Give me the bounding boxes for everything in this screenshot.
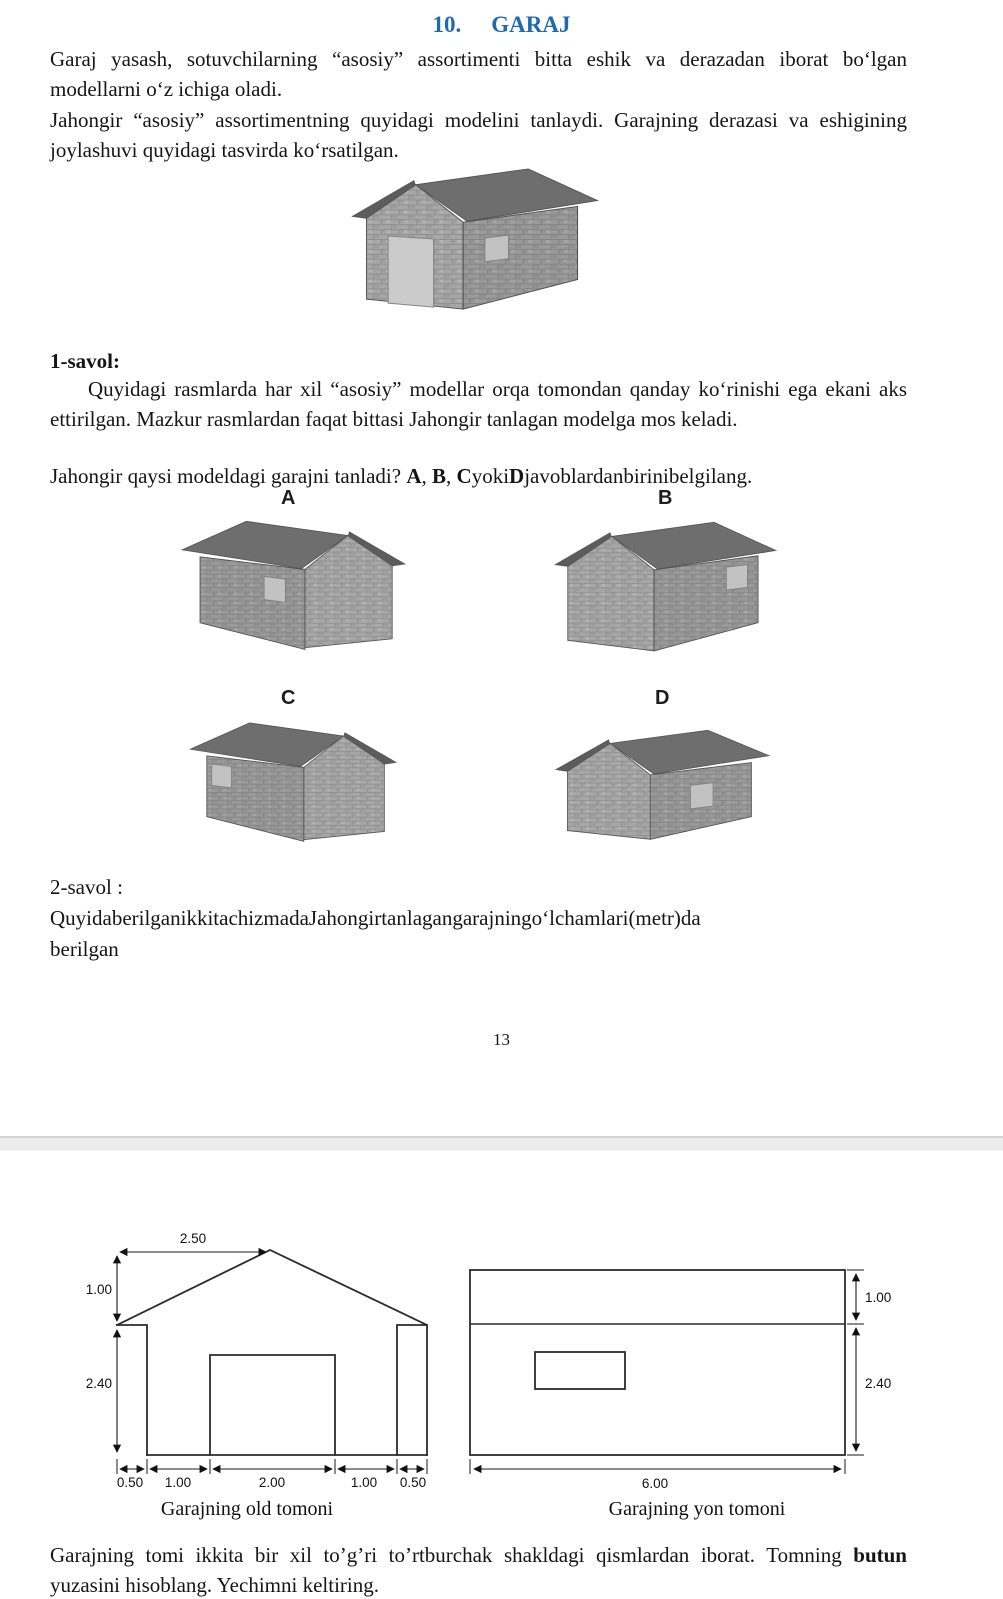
title-number: 10. <box>432 12 462 37</box>
window <box>212 764 232 788</box>
prompt-suffix: javoblardanbirinibelgilang. <box>524 464 753 488</box>
garage-option-a-image <box>155 516 423 661</box>
dim-label-bottom-4: 1.00 <box>350 1475 378 1490</box>
front-door-opening <box>210 1355 335 1455</box>
side-bottom-extensions <box>470 1459 845 1474</box>
title-text: GARAJ <box>491 12 571 37</box>
question1-heading: 1-savol: <box>50 349 120 373</box>
garage-side-wall-shade <box>463 206 577 309</box>
dim-label-roof-height: 1.00 <box>85 1282 112 1297</box>
separator: , <box>421 464 432 488</box>
option-letter-d: D <box>509 464 525 488</box>
dim-label-bottom-1: 0.50 <box>116 1475 144 1490</box>
dim-label-bottom-3: 2.00 <box>258 1475 286 1490</box>
dim-label-side-length: 6.00 <box>641 1476 669 1491</box>
page-divider <box>0 1136 1003 1151</box>
question2-line1: QuyidaberilganikkitachizmadaJahongirtanlagangarajningoʻlchamlari(metr)da <box>50 906 701 930</box>
option-label-d: D <box>655 687 670 709</box>
option-letter-a: A <box>406 464 422 488</box>
intro-paragraph-1: Garaj yasash, sotuvchilarning “asosiy” assortimenti bitta eshik va derazadan iborat boʻlgan modellarni oʻz ichiga oladi. <box>50 47 907 101</box>
intro-paragraph-2: Jahongir “asosiy” assortimentning quyidagi modelini tanlaydi. Garajning derazasi va eshigining joylashuvi quyidagi tasvirda koʻrsatilgan. <box>50 108 907 162</box>
garage-option-d-image <box>540 726 785 848</box>
question1-body: Quyidagi rasmlarda har xil “asosiy” modellar orqa tomondan qanday koʻrinishi ega ekani aks ettirilgan. Mazkur rasmlardan faqat bittasi Jahongir tanlagan modelga mos keladi. <box>50 377 907 431</box>
garage-option-c-image <box>158 718 420 852</box>
front-roof-outline <box>117 1250 427 1325</box>
page-title <box>0 12 1003 38</box>
window <box>690 783 713 809</box>
question3-bold-word: butun <box>853 1543 907 1567</box>
side-window-outline <box>535 1352 625 1389</box>
dim-label-bottom-5: 0.50 <box>399 1475 427 1490</box>
front-view-caption: Garajning old tomoni <box>160 1498 334 1520</box>
garage-window <box>485 235 509 262</box>
dim-label-side-roof-height: 1.00 <box>865 1290 892 1305</box>
dim-label-roof-halfspan: 2.50 <box>179 1231 207 1246</box>
question3-text-2: yuzasini hisoblang. Yechimni keltiring. <box>50 1573 379 1597</box>
front-left-wall <box>117 1325 147 1455</box>
window <box>726 565 747 591</box>
option-label-c: C <box>281 687 296 709</box>
dim-label-wall-height: 2.40 <box>85 1376 112 1391</box>
option-letter-b: B <box>432 464 447 488</box>
question1-prompt <box>50 461 907 491</box>
question2-line2: berilgan <box>50 937 119 961</box>
garage-option-b-image <box>540 517 792 665</box>
side-view-drawing <box>450 1222 895 1520</box>
option-label-b: B <box>658 487 673 509</box>
option-label-a: A <box>281 487 296 509</box>
dim-label-bottom-2: 1.00 <box>164 1475 192 1490</box>
garage-model-image <box>350 165 600 313</box>
dim-extension-ticks <box>117 1459 427 1474</box>
separator: , <box>446 464 457 488</box>
garage-door <box>388 236 433 307</box>
dim-label-side-wall-height: 2.40 <box>865 1376 892 1391</box>
front-view-drawing <box>72 1222 457 1520</box>
side-wall-shade <box>200 557 305 650</box>
page-number: 13 <box>493 1030 510 1049</box>
option-letter-c: C <box>456 464 472 488</box>
yoki-text: yoki <box>471 464 510 488</box>
prompt-text: Jahongir qaysi modeldagi garajni tanladi? <box>50 464 407 488</box>
question2-heading: 2-savol : <box>50 875 123 899</box>
front-right-wall <box>397 1325 427 1455</box>
side-wall-outline <box>470 1270 845 1455</box>
side-view-caption: Garajning yon tomoni <box>608 1498 786 1520</box>
question3-text-1: Garajning tomi ikkita bir xil to’g’ri to’rtburchak shakldagi qismlardan iborat. Tomning <box>50 1543 854 1567</box>
question3-paragraph <box>50 1540 907 1599</box>
window <box>264 576 285 602</box>
